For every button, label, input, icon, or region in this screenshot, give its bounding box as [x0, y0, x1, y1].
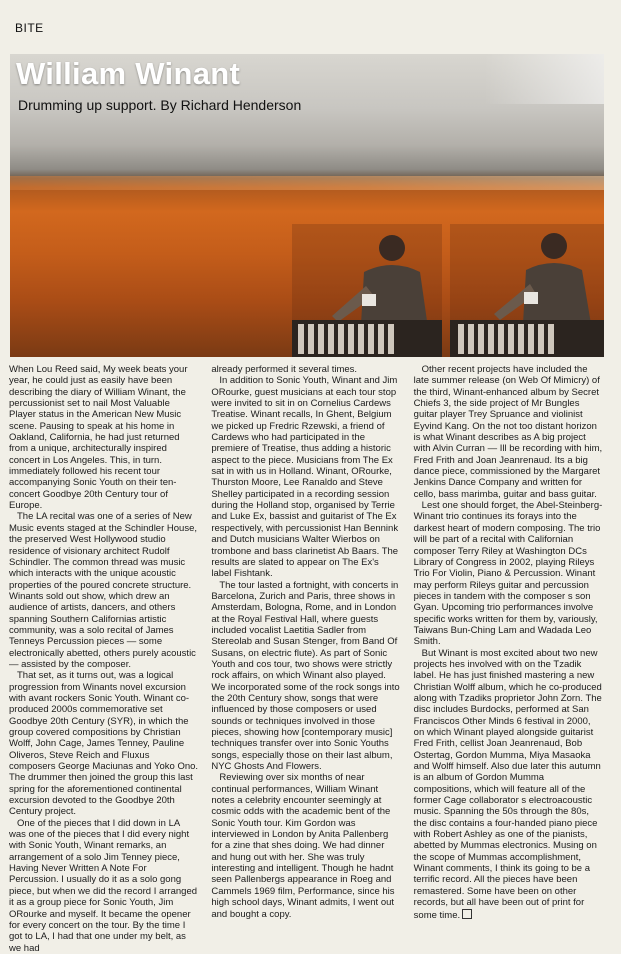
end-mark-icon — [462, 909, 472, 919]
article-column-3 — [413, 364, 603, 921]
photo-percussionist-right — [450, 224, 604, 357]
paragraph: already performed it several times. — [211, 364, 358, 375]
article-column-2 — [211, 364, 400, 920]
paragraph: Lest one should forget, the Abel-Steinberg-Winant trio continues its forays into the darkest heart of modern composing. The trio will be part of a recital with Californian composer Terry Riley at Washington DCs Library of Congress in 2002, playing Rileys Trio For Violin, Piano & Percussion. Winant may perform Rileys guitar and percussion pieces in tandem with the composer s son Gyan. Upcoming trio performances involve specific works written for them by, variously, Taiwans Bun-Ching Lam and Wadada Leo Smith. — [413, 500, 603, 648]
article-column-1 — [9, 364, 199, 954]
article-body — [9, 364, 603, 954]
paragraph: When Lou Reed said, My week beats your year, he could just as easily have been describing the diary of William Winant, the percussionist set to nail Most Valuable Player status in the American New Music scene. Pausing to speak at his home in Oakland, California, he had just returned from a unique, architecturally inspired concert in Los Angeles. This, in turn. immediately followed his recent tour accompanying Sonic Youth on their ten-concert Goodbye 20th Century tour of Europe. — [9, 364, 188, 512]
paragraph — [414, 648, 603, 921]
photo-percussionist-left — [292, 224, 442, 357]
paragraph: Reviewing over six months of near continual performances, William Winant notes a celebrity encounter seemingly at cosmic odds with the academic bent of the Sonic Youth tour. Kim Gordon was interviewed in London by Anita Pallenberg for a zine that shes doing. We had dinner and hung out with her. She was truly interesting and intelligent. Though he hadnt seen Pallenbergs appearance in Roeg and Cammels 1969 film, Performance, since his high school days, Winant admits, I went out and bought a copy. — [211, 772, 395, 920]
hero-glare — [484, 54, 604, 104]
paragraph: In addition to Sonic Youth, Winant and Jim ORourke, guest musicians at each tour stop were invited to sit in on Cornelius Cardews Treatise. Winant recalls, In Ghent, Belgium we picked up Fredric Rzewski, a friend of Cardews who had participated in the premiere of Treatise, thus adding a historic aspect to the piece. Musicians from The Ex sat in with us in Holland. Winant, ORourke, Thurston Moore, Lee Ranaldo and Steve Shelley participated in a recording session during the Holland stop, organised by Terrie and Luke Ex, bassist and guitarist of The Ex respectively, with percussionist Han Bennink and Dutch musicians Walter Wierbos on trombone and bass clarinetist Ab Baars. The results are slated to appear on The Ex's label Fishtank. — [211, 375, 399, 580]
article-subtitle: Drumming up support. By Richard Henderson — [18, 97, 302, 113]
article-title: William Winant — [16, 56, 241, 91]
paragraph: The LA recital was one of a series of New Music events staged at the Schindler House, the preserved West Hollywood studio residence of visionary architect Rudolf Schindler. The common thread was music which interacts with the unique acoustic properties of the poured concrete structure. Winants sold out show, which drew an audience of artists, dancers, and others spanning Southern Californias artistic community, was a solo recital of James Tenneys Percussion pieces — some electronically abetted, others purely acoustic — assisted by the composer. — [9, 511, 197, 670]
paragraph: One of the pieces that I did down in LA was one of the pieces that I did every night with Sonic Youth, Winant remarks, an arrangement of a solo Jim Tenney piece, Having Never Written A Note For Percussion. I usually do it as a solo gong piece, but when we did the record I arranged it as a group piece for Sonic Youth, Jim ORourke and myself. It became the opener for every concert on the tour. By the time I got to LA, I had that one under my belt, as we had — [9, 817, 198, 954]
hero-banner — [10, 54, 604, 357]
paragraph: The tour lasted a fortnight, with concerts in Barcelona, Zurich and Paris, three shows in Amsterdam, Bologna, Rome, and in London at the Royal Festival Hall, where guests included vocalist Laetitia Sadler from Stereolab and Susan Stenger, from Band Of Susans, on electric flute). As part of Sonic Youth and cos tour, two shows were strictly rock affairs, on which Winant also played. We incorporated some of the rock songs into the 20th Century show, songs that were influenced by those composers or used sounds or techniques involved in those pieces, showing how [contemporary music] techniques transfer over into Sonic Youths songs, especially those on their last album, NYC Ghosts And Flowers. — [211, 579, 400, 773]
paragraph: Other recent projects have included the late summer release (on Web Of Mimicry) of the third, Winant-enhanced album by Secret Chiefs 3, the side project of Mr Bungles guitar player Trey Spruance and violinist Eyvind Kang. On the not too distant horizon is what Winant describes as A big project with Alvin Curran — Ill be recording with him, Fred Frith and Joan Jeanrenaud. Its a big dance piece, commissioned by the Margaret Jenkins Dance Company and written for cello, bass marimba, guitar and bass guitar. — [413, 364, 603, 500]
paragraph-text: But Winant is most excited about two new projects hes involved with on the Tzadik label. He has just finished mastering a new Christian Wolff album, which he co-produced along with Tzadiks proprietor John Zorn. The disc includes Burdocks, performed at San Franciscos Other Minds 6 festival in 2000, on which Winant played alongside guitarist Fred Frith, cellist Joan Jeanrenaud, Bob Ostertag, Gordon Mumma, Miya Masaoka and Wolff himself. Also due later this autumn is an album of Gordon Mumma compositions, which will feature all of the former Cage collaborator s electroacoustic music. Spanning the 50s through the 80s, the disc contains a four-handed piano piece with Robert Ashley as one of the pianists, abetted by Mummas electronics. Musing on the scope of Mummas accomplishment, Winant comments, I think its going to be a terrific record. All the pieces have been remastered. Some have been on other records, but all have been out of print for some time. — [413, 647, 602, 921]
hero-band — [10, 176, 604, 190]
section-label: BITE — [15, 21, 44, 35]
paragraph: That set, as it turns out, was a logical progression from Winants novel excursion with avant rockers Sonic Youth. Winant co-produced 2000s commemorative set Goodbye 20th Century (SYR), in which the group covered compositions by Christian Wolff, John Cage, James Tenney, Pauline Oliveros, Steve Reich and Fluxus composers George Maciunas and Yoko Ono. The drummer then joined the group this last spring for the aforementioned continental excursion devoted to the Goodbye 20th Century project. — [9, 670, 199, 818]
